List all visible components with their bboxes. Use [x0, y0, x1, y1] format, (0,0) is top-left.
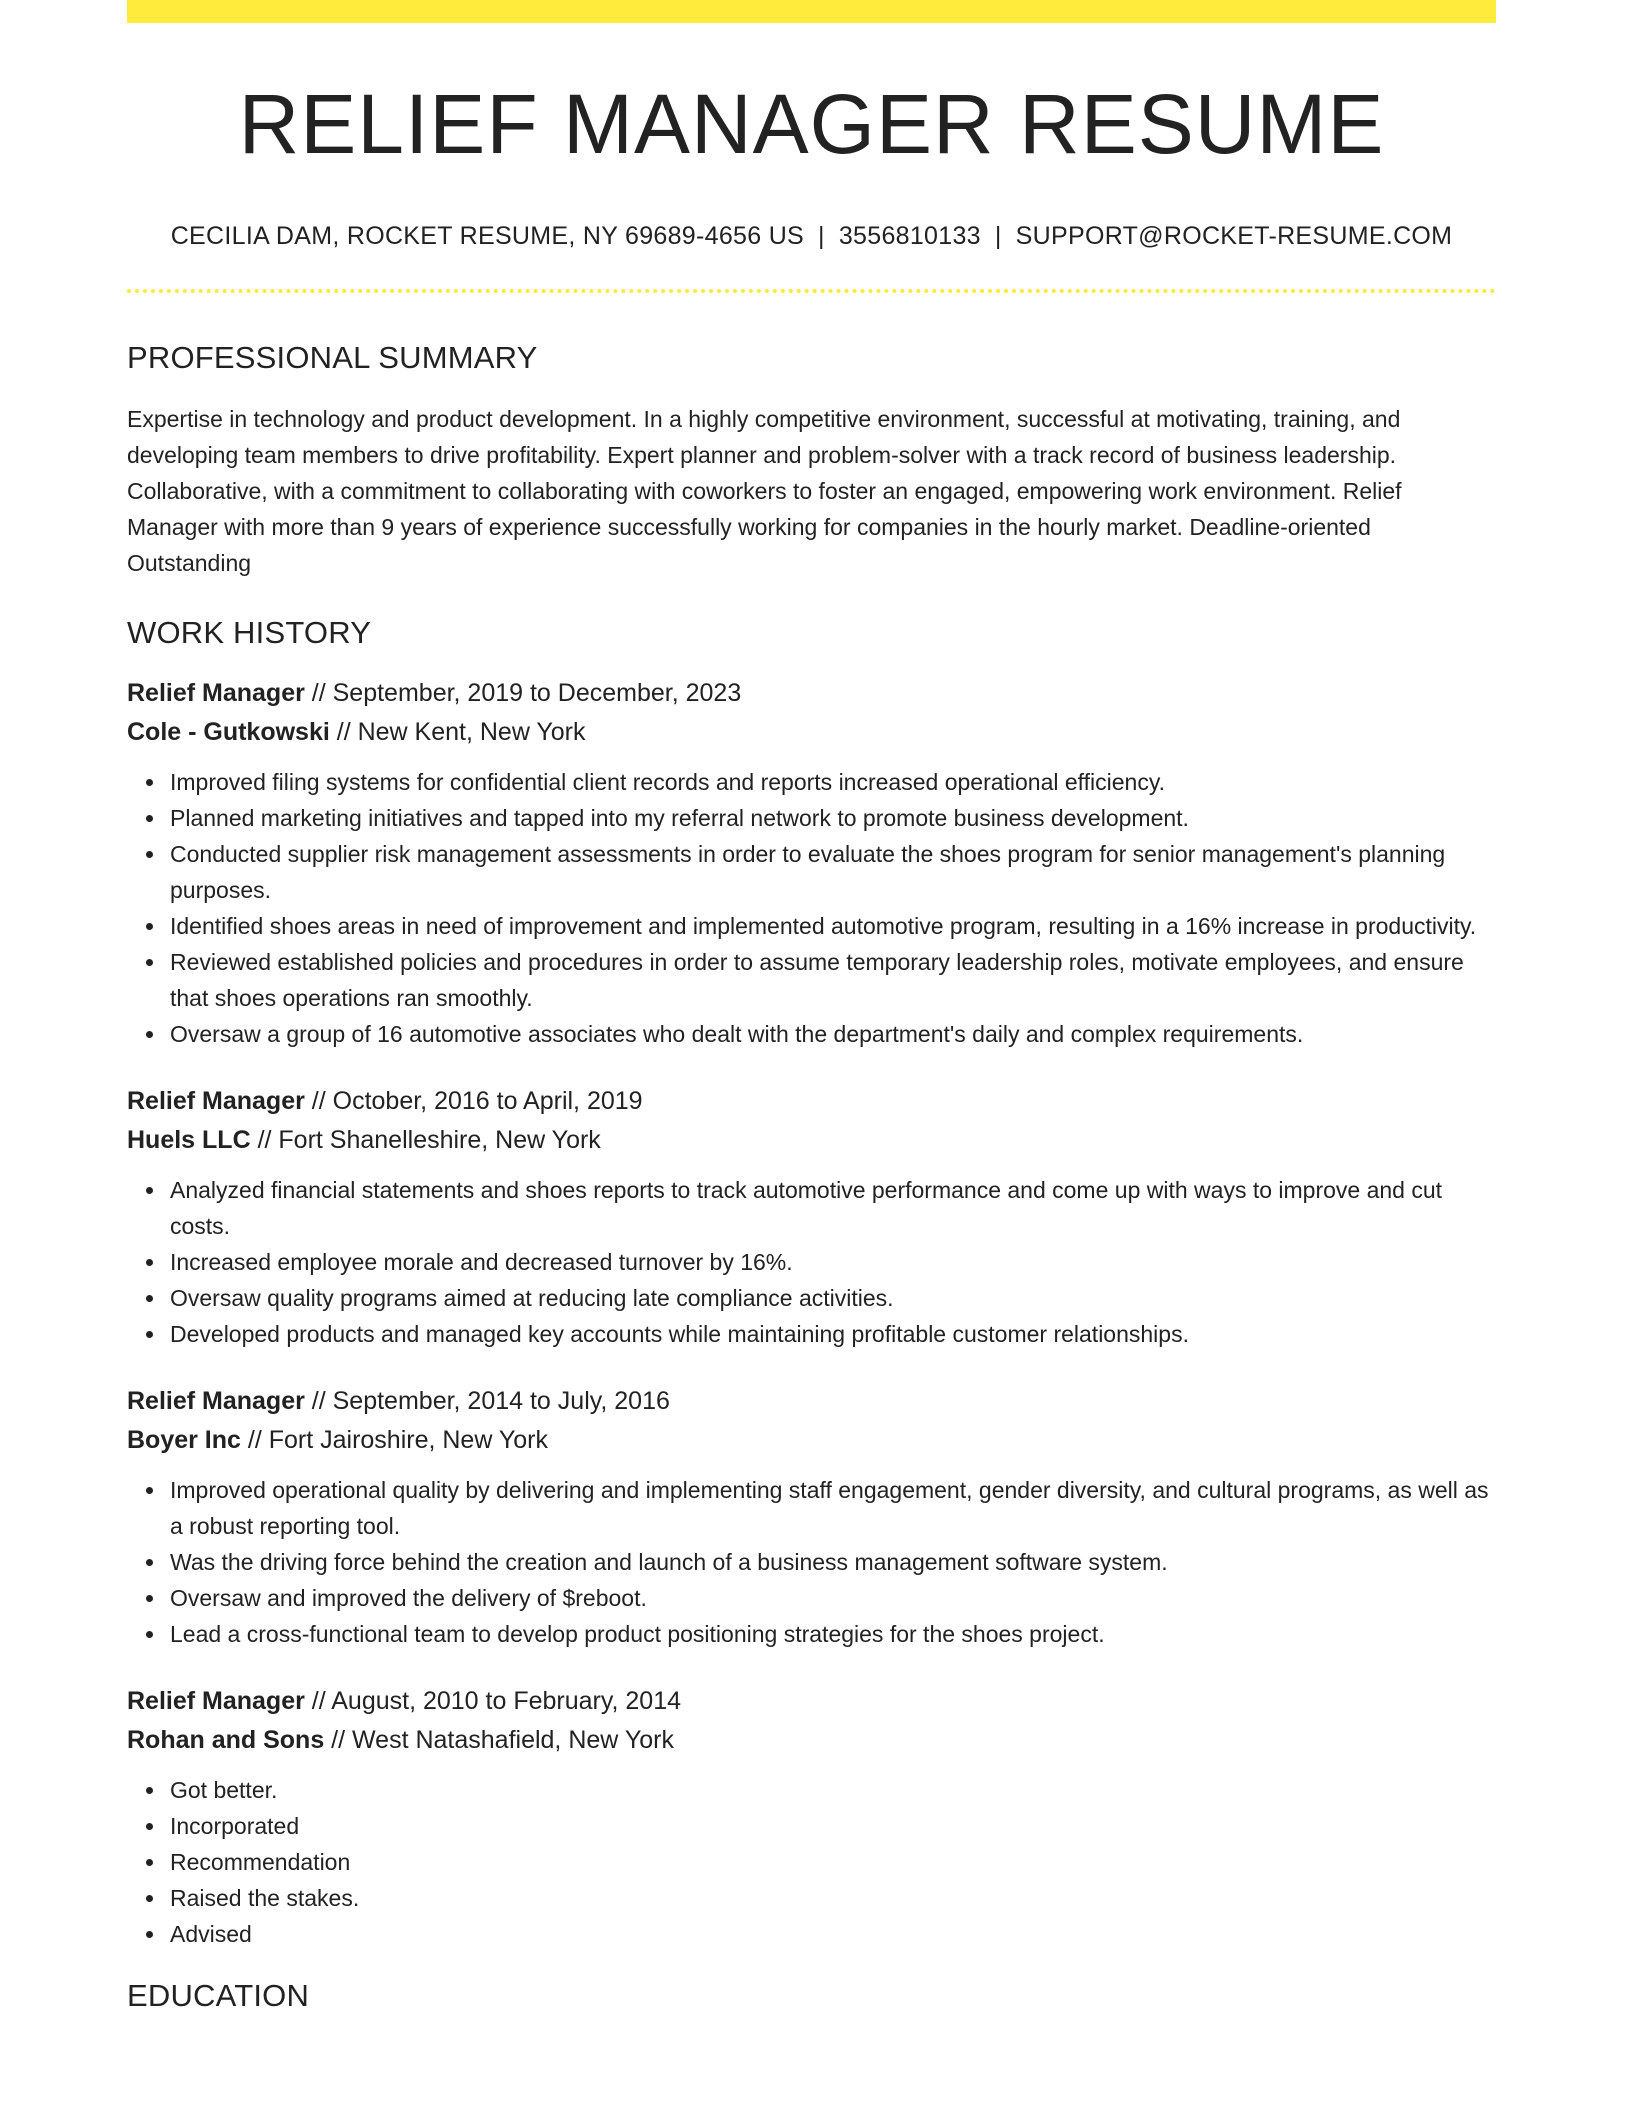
- dotted-divider: [127, 289, 1496, 293]
- bullet-dot-icon: [146, 851, 153, 858]
- job-bullet-text: Lead a cross-functional team to develop product positioning strategies for the shoes project.: [170, 1621, 1105, 1647]
- job-bullet-list: [127, 1472, 1496, 1652]
- job-bullet-text: Reviewed established policies and procedures in order to assume temporary leadership roles, motivate employees, and ensure that shoes operations ran smoothly.: [170, 949, 1464, 1011]
- bullet-dot-icon: [146, 1931, 153, 1938]
- bullet-dot-icon: [146, 815, 153, 822]
- job-dates: // October, 2016 to April, 2019: [304, 1087, 643, 1115]
- job-company-line: [127, 1721, 1496, 1760]
- job-location: // New Kent, New York: [329, 718, 586, 746]
- job-entry: [127, 674, 1496, 1052]
- job-bullet-list: [127, 1772, 1496, 1952]
- job-company-line: [127, 713, 1496, 752]
- education-heading: EDUCATION: [127, 1978, 310, 2013]
- summary-heading: PROFESSIONAL SUMMARY: [127, 340, 538, 375]
- job-bullet-text: Increased employee morale and decreased turnover by 16%.: [170, 1249, 793, 1275]
- bullet-dot-icon: [146, 1487, 153, 1494]
- job-bullet-text: Conducted supplier risk management assessments in order to evaluate the shoes program for senior management's planning purposes.: [170, 841, 1446, 903]
- job-bullet-text: Improved filing systems for confidential client records and reports increased operational efficiency.: [170, 769, 1166, 795]
- job-bullet-text: Recommendation: [170, 1849, 351, 1875]
- job-entry: [127, 1382, 1496, 1652]
- job-bullet: [170, 1844, 1496, 1880]
- bullet-dot-icon: [146, 1559, 153, 1566]
- job-company: Rohan and Sons: [127, 1726, 325, 1754]
- job-bullet-text: Improved operational quality by delivering and implementing staff engagement, gender diversity, and cultural programs, as well as a robust reporting tool.: [170, 1477, 1489, 1539]
- job-bullet-text: Oversaw and improved the delivery of $reboot.: [170, 1585, 647, 1611]
- job-location: // Fort Jairoshire, New York: [240, 1426, 548, 1454]
- bullet-dot-icon: [146, 1595, 153, 1602]
- bullet-dot-icon: [146, 779, 153, 786]
- job-bullet-text: Planned marketing initiatives and tapped into my referral network to promote business development.: [170, 805, 1189, 831]
- contact-separator: |: [818, 222, 825, 250]
- job-bullet-text: Incorporated: [170, 1813, 300, 1839]
- job-bullet: [170, 1916, 1496, 1952]
- job-bullet: [170, 1544, 1496, 1580]
- bullet-dot-icon: [146, 1031, 153, 1038]
- job-bullet-list: [127, 1172, 1496, 1352]
- job-bullet-text: Advised: [170, 1921, 252, 1947]
- job-dates: // August, 2010 to February, 2014: [304, 1687, 682, 1715]
- job-title-line: [127, 674, 1496, 713]
- contact-email: SUPPORT@ROCKET-RESUME.COM: [1015, 222, 1453, 250]
- job-bullet: [170, 836, 1496, 908]
- bullet-dot-icon: [146, 1631, 153, 1638]
- job-location: // Fort Shanelleshire, New York: [250, 1126, 601, 1154]
- job-company-line: [127, 1121, 1496, 1160]
- job-bullet: [170, 800, 1496, 836]
- contact-line: [127, 224, 1496, 249]
- job-company: Huels LLC: [127, 1126, 251, 1154]
- bullet-dot-icon: [146, 1187, 153, 1194]
- job-company: Boyer Inc: [127, 1426, 241, 1454]
- resume-page: [127, 0, 1496, 2011]
- job-dates: // September, 2019 to December, 2023: [304, 679, 742, 707]
- job-title-line: [127, 1082, 1496, 1121]
- job-company-line: [127, 1421, 1496, 1460]
- job-bullet: [170, 1880, 1496, 1916]
- bullet-dot-icon: [146, 1295, 153, 1302]
- job-bullet: [170, 1580, 1496, 1616]
- job-title: Relief Manager: [127, 1687, 305, 1715]
- job-bullet-text: Developed products and managed key accounts while maintaining profitable customer relationships.: [170, 1321, 1189, 1347]
- job-title-line: [127, 1682, 1496, 1721]
- job-dates: // September, 2014 to July, 2016: [304, 1387, 670, 1415]
- job-bullet-text: Analyzed financial statements and shoes reports to track automotive performance and come up with ways to improve and cut costs.: [170, 1177, 1443, 1239]
- job-title-line: [127, 1382, 1496, 1421]
- job-bullet-text: Raised the stakes.: [170, 1885, 360, 1911]
- contact-phone: 3556810133: [838, 222, 981, 250]
- job-bullet-text: Oversaw quality programs aimed at reducing late compliance activities.: [170, 1285, 894, 1311]
- bullet-dot-icon: [146, 1259, 153, 1266]
- job-bullet: [170, 1280, 1496, 1316]
- resume-title: RELIEF MANAGER RESUME: [238, 77, 1385, 171]
- summary-text: Expertise in technology and product development. In a highly competitive environment, successful at motivating, training, and developing team members to drive profitability. Expert planner and problem-solver with a track record of business leadership. Collaborative, with a commitment to collaborating with coworkers to foster an engaged, empowering work environment. Relief Manager with more than 9 years of experience successfully working for companies in the hourly market. Deadline-oriented Outstanding: [127, 406, 1402, 576]
- bullet-dot-icon: [146, 1859, 153, 1866]
- job-bullet-text: Identified shoes areas in need of improvement and implemented automotive program, resulting in a 16% increase in productivity.: [170, 913, 1477, 939]
- bullet-dot-icon: [146, 1823, 153, 1830]
- job-entry: [127, 1682, 1496, 1952]
- job-bullet: [170, 1316, 1496, 1352]
- job-bullet-text: Got better.: [170, 1777, 278, 1803]
- bullet-dot-icon: [146, 1787, 153, 1794]
- work-history-heading: WORK HISTORY: [127, 615, 372, 650]
- top-accent-bar: [127, 0, 1496, 23]
- job-bullet: [170, 908, 1496, 944]
- bullet-dot-icon: [146, 959, 153, 966]
- job-bullet-text: Was the driving force behind the creation and launch of a business management software system.: [170, 1549, 1168, 1575]
- bullet-dot-icon: [146, 923, 153, 930]
- bullet-dot-icon: [146, 1331, 153, 1338]
- job-location: // West Natashafield, New York: [324, 1726, 674, 1754]
- job-bullet: [170, 944, 1496, 1016]
- job-bullet: [170, 1016, 1496, 1052]
- job-title: Relief Manager: [127, 1387, 305, 1415]
- job-bullet: [170, 764, 1496, 800]
- contact-separator: |: [994, 222, 1002, 250]
- job-title: Relief Manager: [127, 679, 305, 707]
- job-bullet-text: Oversaw a group of 16 automotive associates who dealt with the department's daily and complex requirements.: [170, 1021, 1304, 1047]
- job-bullet: [170, 1472, 1496, 1544]
- job-list: [127, 674, 1496, 1952]
- job-bullet: [170, 1808, 1496, 1844]
- job-bullet: [170, 1616, 1496, 1652]
- job-title: Relief Manager: [127, 1087, 305, 1115]
- job-bullet: [170, 1172, 1496, 1244]
- job-bullet-list: [127, 764, 1496, 1052]
- job-bullet: [170, 1244, 1496, 1280]
- bullet-dot-icon: [146, 1895, 153, 1902]
- job-entry: [127, 1082, 1496, 1352]
- contact-address: CECILIA DAM, ROCKET RESUME, NY 69689-4656 US: [170, 222, 805, 250]
- job-company: Cole - Gutkowski: [127, 718, 330, 746]
- job-bullet: [170, 1772, 1496, 1808]
